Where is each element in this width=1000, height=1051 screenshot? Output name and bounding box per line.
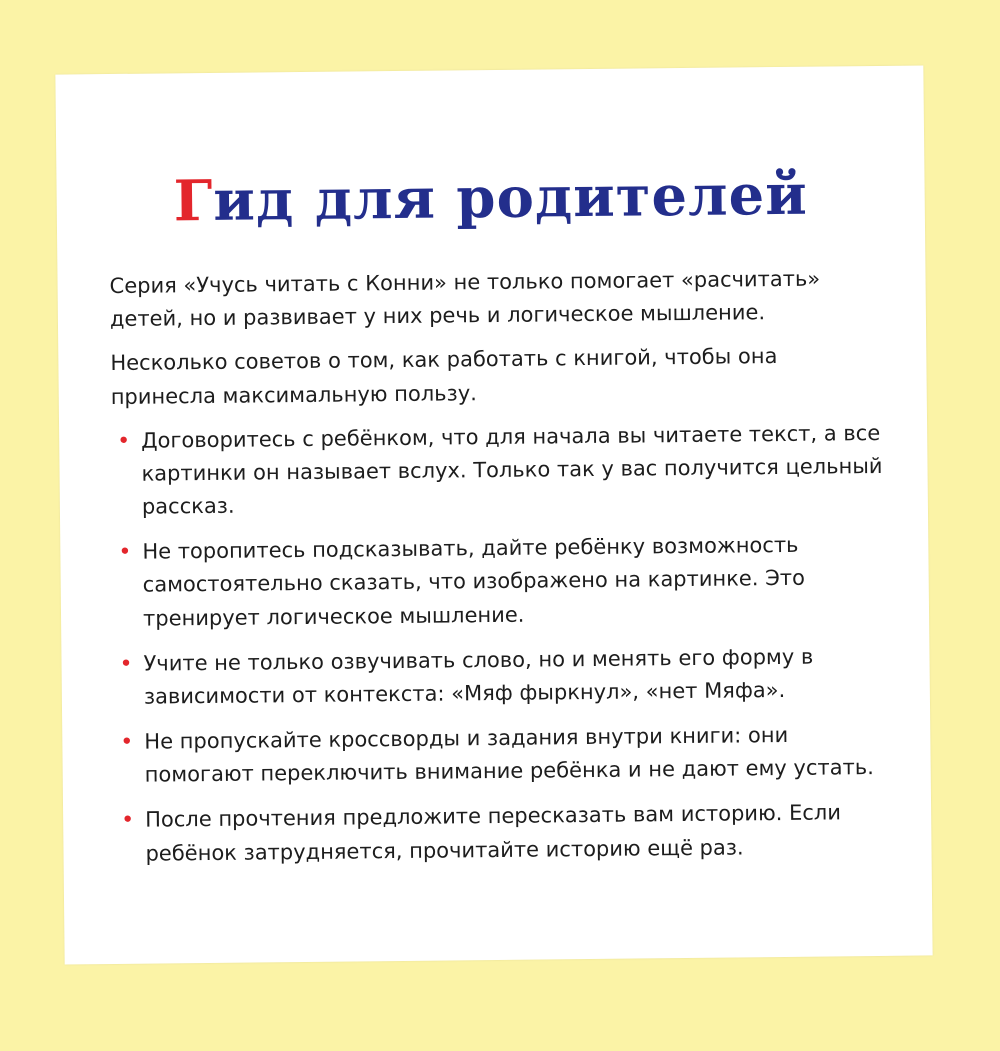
page-title	[56, 160, 925, 235]
tip-text: Учите не только озвучивать слово, но и менять его форму в зависимости от контекста: «Мяф фыркнул», «нет Мяфа».	[143, 644, 814, 709]
tip-item	[111, 417, 888, 525]
tip-text: После прочтения предложите пересказать вам историю. Если ребёнок затрудняется, прочитайте историю ещё раз.	[145, 800, 842, 866]
guide-content	[109, 262, 891, 883]
tips-list	[111, 417, 892, 871]
bullet-icon: •	[120, 729, 134, 755]
tip-item	[114, 718, 891, 792]
tip-item	[115, 796, 892, 870]
tip-text: Не торопитесь подсказывать, дайте ребёнку возможность самостоятельно сказать, что изображено на картинке. Это тренирует логическое мышление.	[142, 533, 806, 631]
bullet-icon: •	[121, 808, 135, 834]
tip-text: Договоритесь с ребёнком, что для начала вы читаете текст, а все картинки он называет вслух. Только так у вас получится цельный рассказ.	[141, 420, 883, 519]
bullet-icon: •	[117, 428, 131, 454]
title-rest: ид для родителей	[212, 161, 809, 234]
intro-paragraph-2: Несколько советов о том, как работать с книгой, чтобы она принесла максимальную пользу.	[110, 344, 778, 409]
tip-item	[113, 640, 890, 714]
intro-paragraph-1: Серия «Учусь читать с Конни» не только помогает «расчитать» детей, но и развивает у них речь и логическое мышление.	[109, 266, 821, 332]
tip-item	[112, 528, 889, 636]
parents-guide-card	[55, 65, 932, 964]
tip-text: Не пропускайте кроссворды и задания внутри книги: они помогают переключить внимание ребёнка и не дают ему устать.	[144, 722, 874, 787]
bullet-icon: •	[119, 651, 133, 677]
title-first-letter: Г	[173, 167, 214, 235]
bullet-icon: •	[118, 540, 132, 566]
